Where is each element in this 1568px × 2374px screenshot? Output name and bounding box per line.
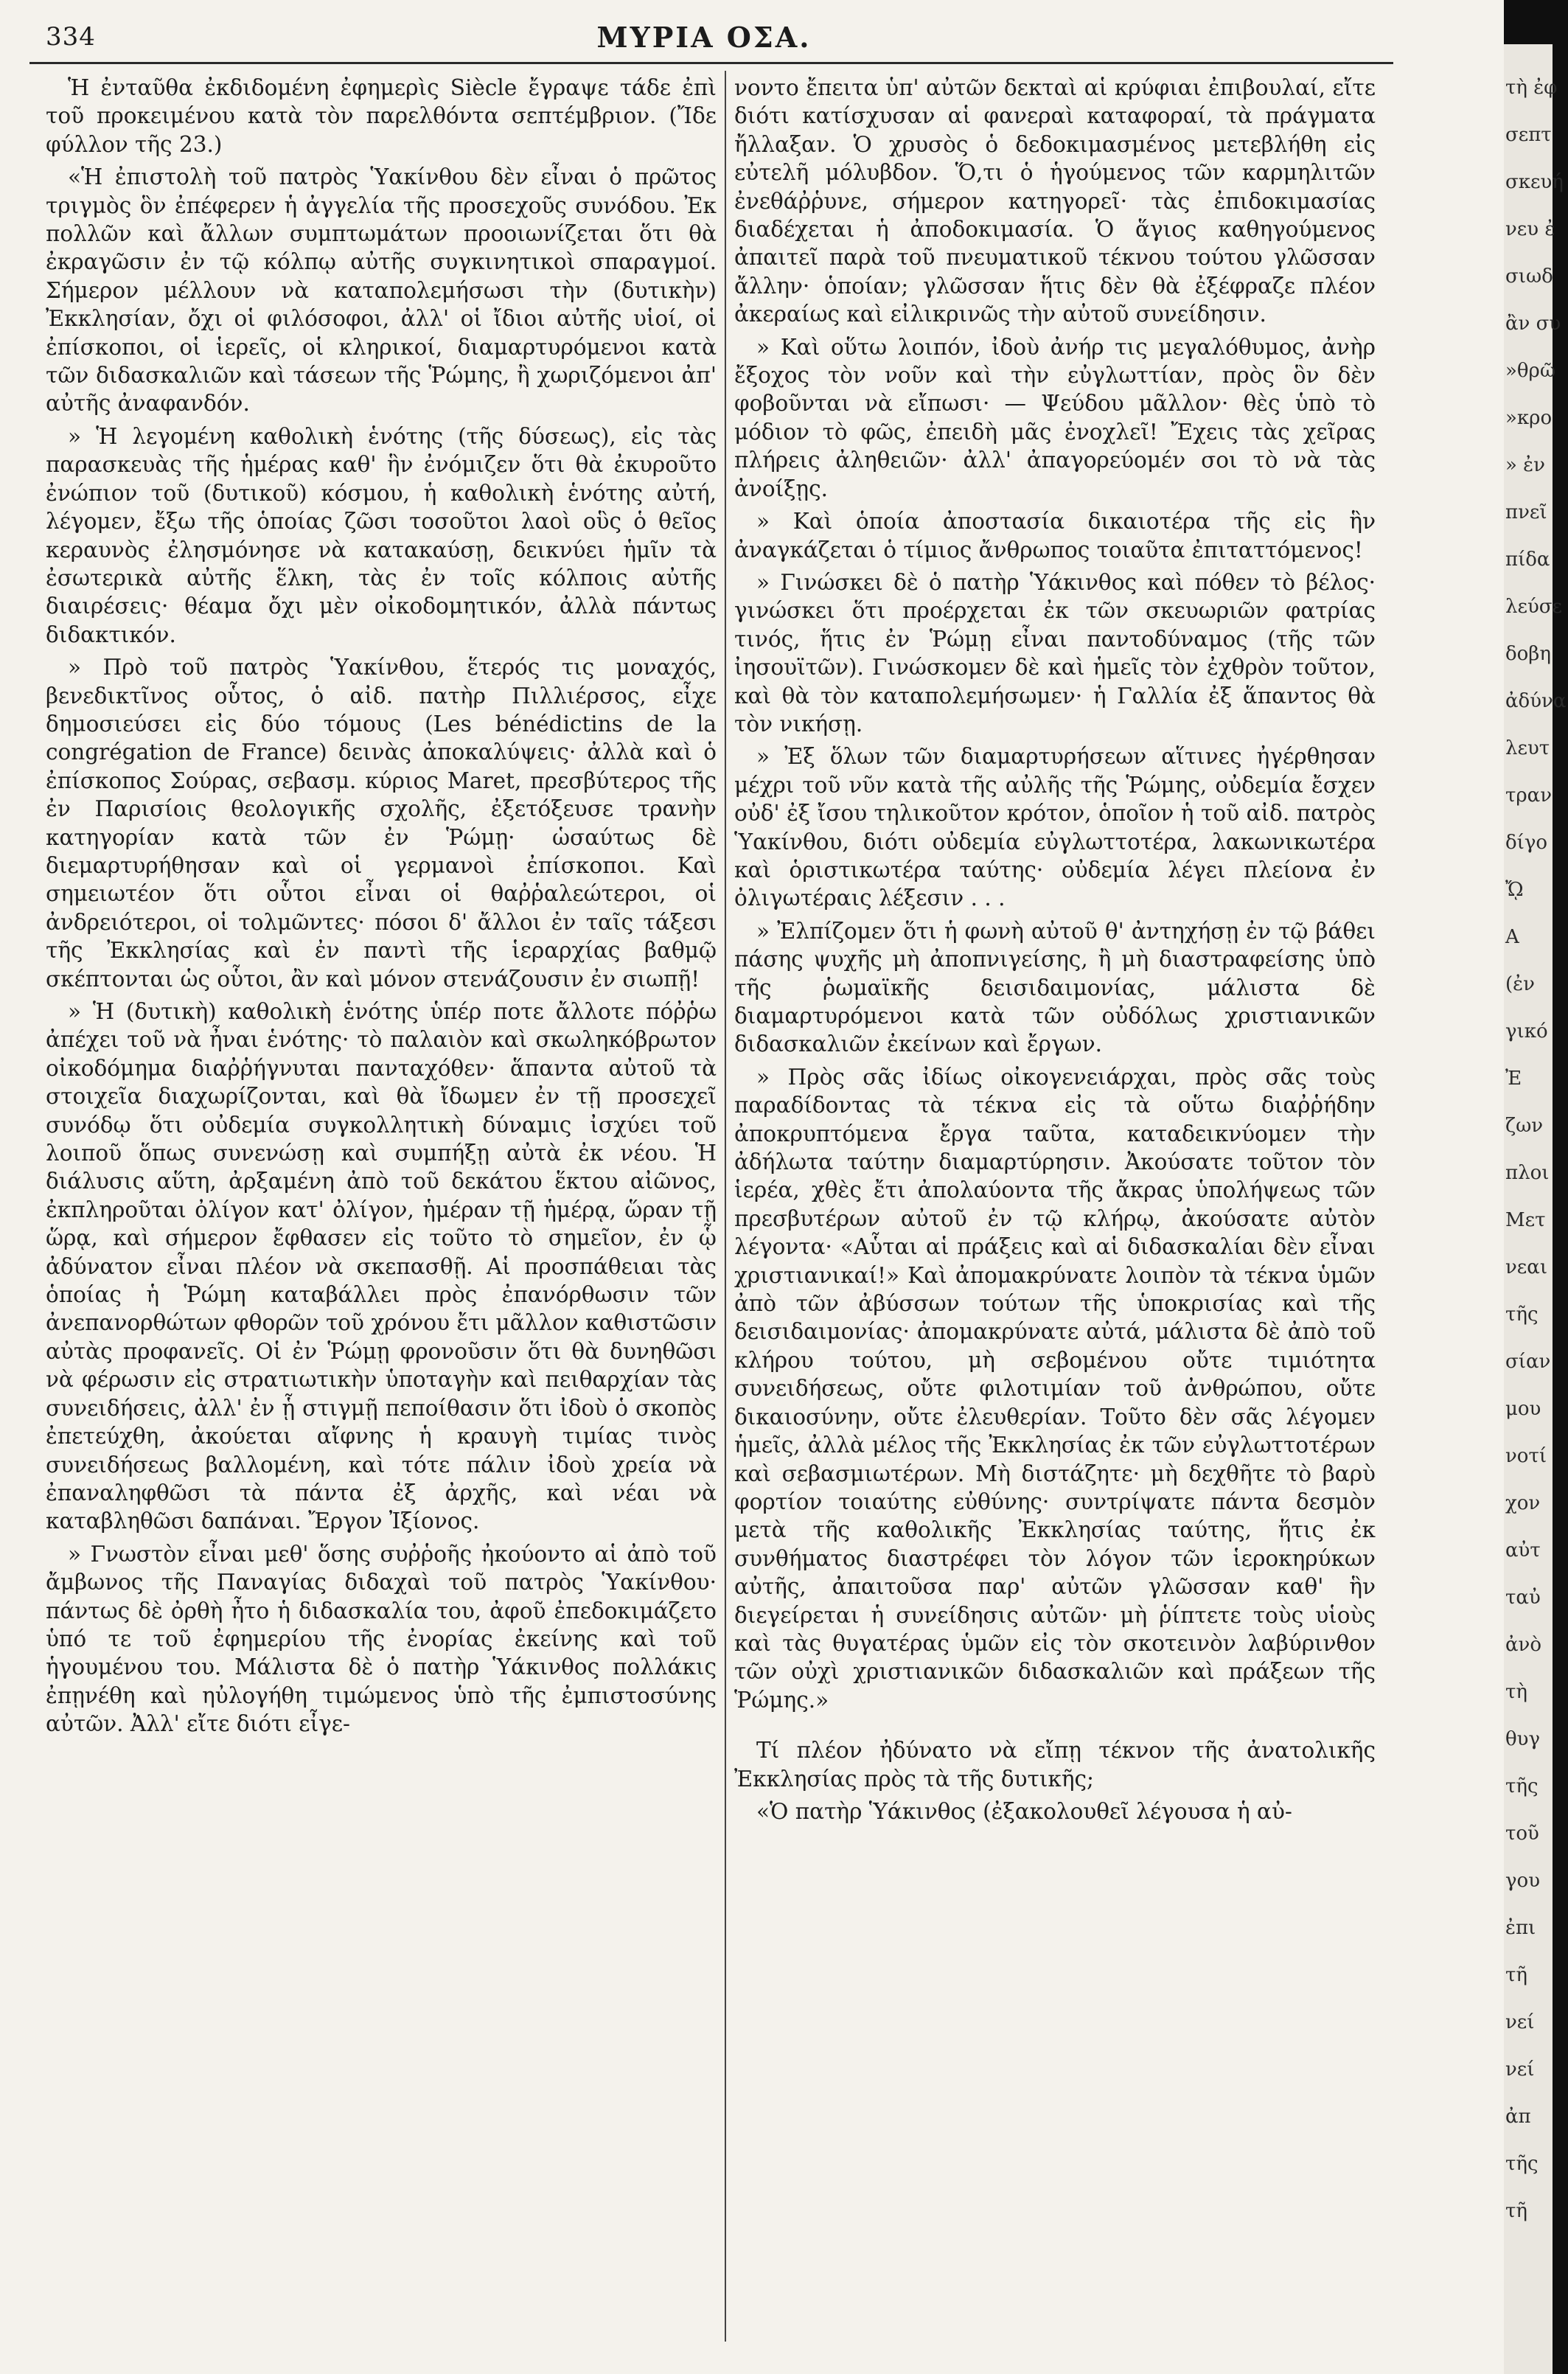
left-column [46,74,717,1743]
left-column-paragraph: » Ἡ (δυτικὴ) καθολικὴ ἑνότης ὑπέρ ποτε ἄλλοτε πόῤῥω ἀπέχει τοῦ νὰ ἦναι ἑνότης· τὸ παλαιὸν καὶ σκωληκόβρωτον οἰκοδόμημα διαῤῥήγνυται πανταχόθεν· ἅπαντα αὐτοῦ τὰ στοιχεῖα διαχωρίζονται, καὶ θὰ ἴδωμεν ἐν τῇ προσεχεῖ συνόδῳ ὅτι οὐδεμία συγκολλητικὴ δύναμις ἰσχύει τοῦ λοιποῦ ὅπως συνενώσῃ καὶ συμπήξῃ αὐτὰ ἐκ νέου. Ἡ διάλυσις αὕτη, ἀρξαμένη ἀπὸ τοῦ δεκάτου ἕκτου αἰῶνος, ἐκπληροῦται ὀλίγον κατ' ὀλίγον, ἡμέραν τῇ ἡμέρᾳ, ὥραν τῇ ὥρᾳ, καὶ σήμερον ἔφθασεν εἰς τοῦτο τὸ σημεῖον, ἐν ᾧ ἀδύνατον εἶναι πλέον νὰ σκεπασθῇ. Αἱ προσπάθειαι τὰς ὁποίας ἡ Ῥώμη καταβάλλει πρὸς ἐπανόρθωσιν τῶν ἀνεπανορθώτων φθορῶν τοῦ χρόνου ἔτι μᾶλλον καθιστῶσιν αὐτὰς προφανεῖς. Οἱ ἐν Ῥώμῃ φρονοῦσιν ὅτι θὰ δυνηθῶσι νὰ φέρωσιν εἰς στρατιωτικὴν ὑποταγὴν καὶ πειθαρχίαν τὰς συνειδήσεις, ἀλλ' ἐν ᾗ στιγμῇ πεποίθασιν ὅτι ἰδοὺ ὁ σκοπὸς ἐπετεύχθη, ἀκούεται αἴφνης ἡ κραυγὴ τιμίας τινὸς συνειδήσεως βαλλομένη, καὶ τότε πάλιν ἰδοὺ χρεία νὰ ἐπαναληφθῶσι τὰ πάντα ἐξ ἀρχῆς, καὶ νέαι νὰ καταβληθῶσι δαπάναι. Ἔργον Ἰξίονος. [46,999,717,1534]
right-column [734,74,1376,1830]
edge-text-fragment: τῆ [1505,2200,1527,2222]
edge-text-fragment: τῆς [1505,2153,1539,2175]
edge-text-fragment: τῆς [1505,1303,1539,1326]
edge-text-fragment: σεπτ [1505,124,1552,146]
edge-text-fragment: λευτ [1505,737,1550,759]
edge-text-fragment: ἀδύνα [1505,690,1567,712]
edge-text-fragment: πίδα [1505,549,1550,571]
adjacent-page-edge [1504,0,1568,2374]
edge-text-fragment: αὐτ [1505,1539,1541,1562]
right-column-paragraph: «Ὁ πατὴρ Ὑάκινθος (ἐξακολουθεῖ λέγουσα ἡ αὐ- [756,1798,1292,1824]
edge-text-fragment: γικό [1505,1020,1548,1042]
right-column-paragraph: » Καὶ οὕτω λοιπόν, ἰδοὺ ἀνήρ τις μεγαλόθυμος, ἀνὴρ ἔξοχος τὸν νοῦν καὶ τὴν εὐγλωττίαν, πρὸς ὃν δὲν φοβοῦνται νὰ εἴπωσι· — Ψεύδου μᾶλλον· θὲς ὑπὸ τὸ μόδιον τὸ φῶς, ἐπειδὴ μᾶς ἐνοχλεῖ! Ἔχεις τὰς χεῖρας πλήρεις ἀληθειῶν· ἀλλ' ἀπαγορεύομέν σοι τὸ νὰ τὰς ἀνοίξῃς. [734,334,1376,501]
edge-text-fragment: μου [1505,1398,1541,1420]
edge-text-fragment: νευ ἐ [1505,218,1555,240]
edge-text-fragment: »θρῶ [1505,360,1556,382]
edge-text-fragment: σιωδ [1505,265,1553,288]
left-column-paragraph: Ἡ ἐνταῦθα ἐκδιδομένη ἐφημερὶς Siècle ἔγραψε τάδε ἐπὶ τοῦ προκειμένου κατὰ τὸν παρελθόντα σεπτέμβριον. (Ἴδε φύλλον τῆς 23.) [46,75,717,157]
edge-text-fragment: τὴ [1505,1681,1527,1703]
edge-text-fragment: ᾬ [1505,879,1524,901]
edge-text-fragment: ἀνὸ [1505,1634,1542,1656]
edge-text-fragment: »κρο [1505,407,1553,429]
edge-text-fragment: νεί [1505,2011,1535,2033]
page-header [29,18,1379,62]
edge-text-fragment: τὴ ἐφ [1505,77,1558,99]
right-column-paragraph: » Ἐλπίζομεν ὅτι ἡ φωνὴ αὐτοῦ θ' ἀντηχήσῃ ἐν τῷ βάθει πάσης ψυχῆς μὴ ἀποπνιγείσης, ἢ μὴ διαστραφείσης ὑπὸ τῆς ῥωμαϊκῆς δεισιδαιμονίας, μάλιστα δὲ διαμαρτυρόμενοι κατὰ τῶν οὐδόλως χριστιανικῶν διδασκαλιῶν ἐκείνων καὶ ἔργων. [734,918,1376,1057]
edge-text-fragment: δίγο [1505,832,1548,854]
edge-text-fragment: χον [1505,1492,1541,1514]
right-column-paragraph: νοντο ἔπειτα ὑπ' αὐτῶν δεκταὶ αἱ κρύφιαι ἐπιβουλαί, εἴτε διότι κατίσχυσαν αἱ φανεραὶ καταφοραί, τὰ πράγματα ἤλλαξαν. Ὁ χρυσὸς ὁ δεδοκιμασμένος μετεβλήθη εἰς εὐτελῆ μόλυβδον. Ὅ,τι ὁ ἡγούμενος τῶν καρμηλιτῶν ἐνεθάῤῥυνε, σήμερον κατηγορεῖ· τὰς ἐπιδοκιμασίας διαδέχεται ἡ ἀποδοκιμασία. Ὁ ἅγιος καθηγούμενος ἀπαιτεῖ παρὰ τοῦ πνευματικοῦ τέκνου τούτου γλῶσσαν ἄλλην· ὁποίαν; γλῶσσαν ἥτις δὲν θὰ ἐξέφραζε πλέον ἀκεραίως καὶ εἰλικρινῶς τὴν αὐτοῦ συνείδησιν. [734,75,1376,327]
adjacent-page-fragment [1504,44,1567,2374]
edge-text-fragment: πλοι [1505,1162,1550,1184]
left-column-paragraph: » Πρὸ τοῦ πατρὸς Ὑακίνθου, ἕτερός τις μοναχός, βενεδικτῖνος οὗτος, ὁ αἰδ. πατὴρ Πιλλιέρσος, εἶχε δημοσιεύσει εἰς δύο τόμους (Les bénédictins de la congrégation de France) δεινὰς ἀποκαλύψεις· ἀλλὰ καὶ ὁ ἐπίσκοπος Σούρας, σεβασμ. κύριος Maret, πρεσβύτερος τῆς ἐν Παρισίοις θεολογικῆς σχολῆς, ἐξετόξευσε τρανὴν κατηγορίαν κατὰ τῶν ἐν Ῥώμῃ· ὡσαύτως δὲ διεμαρτυρήθησαν καὶ οἱ γερμανοὶ ἐπίσκοποι. Καὶ σημειωτέον ὅτι οὗτοι εἶναι οἱ θαῤῥαλεώτεροι, οἱ ἀνδρειότεροι, οἱ τολμῶντες· πόσοι δ' ἄλλοι ἐν ταῖς τάξεσι τῆς Ἐκκλησίας καὶ ἐν παντὶ τῆς ἱεραρχίας βαθμῷ σκέπτονται ὡς οὗτοι, ἂν καὶ μόνον στενάζουσιν ἐν σιωπῇ! [46,655,717,992]
edge-text-fragment: λεύσε [1505,596,1562,618]
running-title: ΜΥΡΙΑ ΟΣΑ. [596,21,812,54]
edge-text-fragment: Α [1505,926,1519,948]
edge-text-fragment: νεί [1505,2058,1535,2081]
edge-text-fragment: σίαν [1505,1351,1551,1373]
edge-text-fragment: ἂν συ [1505,313,1561,335]
edge-text-fragment: γου [1505,1870,1540,1892]
left-column-paragraph: «Ἡ ἐπιστολὴ τοῦ πατρὸς Ὑακίνθου δὲν εἶναι ὁ πρῶτος τριγμὸς ὃν ἐπέφερεν ἡ ἀγγελία τῆς προσεχοῦς συνόδου. Ἐκ πολλῶν καὶ ἄλλων συμπτωμάτων προοιωνίζεται ὅτι θὰ ἐκραγῶσιν ἐν τῷ κόλπῳ αὐτῆς συγκινητικοὶ σπαραγμοί. Σήμερον μέλλουν νὰ καταπολεμήσωσι τὴν (δυτικὴν) Ἐκκλησίαν, ὄχι οἱ φιλόσοφοι, ἀλλ' οἱ ἴδιοι αὐτῆς υἱοί, οἱ ἐπίσκοποι, οἱ ἱερεῖς, οἱ κληρικοί, διαμαρτυρόμενοι κατὰ τῶν διδασκαλιῶν καὶ τάσεων τῆς Ῥώμης, ἢ χωριζόμενοι ἀπ' αὐτῆς ἀναφανδόν. [46,164,717,417]
edge-text-fragment: νοτί [1505,1445,1547,1467]
edge-text-fragment: ταὐ [1505,1587,1541,1609]
edge-text-fragment: ἐπι [1505,1917,1536,1939]
edge-text-fragment: Μετ [1505,1209,1546,1231]
edge-text-fragment: δοβη [1505,643,1551,665]
edge-text-fragment: νεαι [1505,1256,1548,1278]
header-rule [29,62,1393,64]
right-column-paragraph: » Πρὸς σᾶς ἰδίως οἰκογενειάρχαι, πρὸς σᾶς τοὺς παραδίδοντας τὰ τέκνα εἰς τὰ οὕτω διαῤῥήδην ἀποκρυπτόμενα ἔργα ταῦτα, καταδεικνύομεν τὴν ἀδήλωτα ταύτην διαμαρτύρησιν. Ἀκούσατε τοῦτον τὸν ἱερέα, χθὲς ἔτι ἀπολαύοντα τῆς ἄκρας ὑπολήψεως τῶν πρεσβυτέρων αὐτοῦ ἐν τῷ κλήρῳ, ἀκούσατε αὐτὸν λέγοντα· «Αὗται αἱ πράξεις καὶ αἱ διδασκαλίαι δὲν εἶναι χριστιανικαί!» Καὶ ἀπομακρύνατε λοιπὸν τὰ τέκνα ὑμῶν ἀπὸ τῶν ἀβύσσων τούτων τῆς ὑποκρισίας καὶ τῆς δεισιδαιμονίας· ἀπομακρύνατε αὐτά, μάλιστα δὲ ἀπὸ τοῦ κλήρου τούτου, μὴ σεβομένου οὔτε τιμιότητα συνειδήσεως, οὔτε φιλοτιμίαν τοῦ ἀνθρώπου, οὔτε δικαιοσύνην, οὔτε ἐλευθερίαν. Τοῦτο δὲν σᾶς λέγομεν ἡμεῖς, ἀλλὰ μέλος τῆς Ἐκκλησίας ἐκ τῶν εὐγλωττοτέρων καὶ σεβασμιωτέρων. Μὴ διστάζητε· μὴ δεχθῆτε τὸ βαρὺ φορτίον τοιαύτης εὐθύνης· συντρίψατε πάντα δεσμὸν μετὰ τῆς καθολικῆς Ἐκκλησίας ταύτης, ἥτις ἐκ συνθήματος διαστρέφει τὸν λόγον τῶν ἱεροκηρύκων αὐτῆς, ἀπαιτοῦσα παρ' αὐτῶν γλῶσσαν καθ' ἣν διεγείρεται ἡ συνείδησις αὐτῶν· μὴ ῥίπτετε τοὺς υἱοὺς καὶ τὰς θυγατέρας ὑμῶν εἰς τὸν σκοτεινὸν λαβύρινθον τῶν οὐχὶ χριστιανικῶν διδασκαλιῶν καὶ πράξεων τῆς Ῥώμης.» [734,1064,1376,1713]
page-number: 334 [46,22,96,52]
left-column-paragraph: » Ἡ λεγομένη καθολικὴ ἑνότης (τῆς δύσεως), εἰς τὰς παρασκευὰς τῆς ἡμέρας καθ' ἣν ἐνόμιζεν ὅτι θὰ ἐκυροῦτο ἐνώπιον τοῦ (δυτικοῦ) κόσμου, ἡ καθολικὴ ἑνότης αὐτή, λέγομεν, ἔξω τῆς ὁποίας ζῶσι τοσοῦτοι λαοὶ οὓς ὁ θεῖος κεραυνὸς ἐλησμόνησε νὰ κατακαύσῃ, δεικνύει ἡμῖν τὰ ἐσωτερικὰ αὐτῆς ἕλκη, τὰς ἐν τοῖς κόλποις αὐτῆς διαιρέσεις· θέαμα ὄχι μὲν οἰκοδομητικόν, ἀλλὰ πάντως διδακτικόν. [46,423,717,647]
right-column-paragraph: » Ἐξ ὅλων τῶν διαμαρτυρήσεων αἵτινες ἠγέρθησαν μέχρι τοῦ νῦν κατὰ τῆς αὐλῆς τῆς Ῥώμης, οὐδεμία ἔσχεν οὐδ' ἐξ ἴσου τηλικοῦτον κρότον, ὁποῖον ἡ τοῦ αἰδ. πατρὸς Ὑακίνθου, διότι οὐδεμία εὐγλωττοτέρα, λακωνικωτέρα καὶ ὁριστικωτέρα ταύτης· οὐδεμία λέγει πλείονα ἐν ὀλιγωτέραις λέξεσιν . . . [734,744,1376,911]
right-column-paragraph: » Γινώσκει δὲ ὁ πατὴρ Ὑάκινθος καὶ πόθεν τὸ βέλος· γινώσκει ὅτι προέρχεται ἐκ τῶν σκευωριῶν φατρίας τινός, ἥτις ἐν Ῥώμῃ εἶναι παντοδύναμος (τῆς τῶν ἰησουϊτῶν). Γινώσκομεν δὲ καὶ ἡμεῖς τὸν ἐχθρὸν τοῦτον, καὶ θὰ τὸν καταπολεμήσωμεν· ἡ Γαλλία ἐξ ἅπαντος θὰ τὸν νικήσῃ. [734,569,1376,737]
right-column-paragraph: Τί πλέον ἠδύνατο νὰ εἴπῃ τέκνον τῆς ἀνατολικῆς Ἐκκλησίας πρὸς τὰ τῆς δυτικῆς; [734,1738,1376,1792]
edge-text-fragment: Ἐ [1505,1068,1522,1090]
edge-text-fragment: (ἐν [1505,973,1535,995]
edge-text-fragment: τῆς [1505,1775,1539,1797]
left-column-paragraph: » Γνωστὸν εἶναι μεθ' ὅσης συῤῥοῆς ἠκούοντο αἱ ἀπὸ τοῦ ἄμβωνος τῆς Παναγίας διδαχαὶ τοῦ πατρὸς Ὑακίνθου· πάντως δὲ ὀρθὴ ἦτο ἡ διδασκαλία του, ἀφοῦ ἐπεδοκιμάζετο ὑπό τε τοῦ ἐφημερίου τῆς ἐνορίας ἐκείνης καὶ τοῦ ἡγουμένου του. Μάλιστα δὲ ὁ πατὴρ Ὑάκινθος πολλάκις ἐπῃνέθη καὶ ηὐλογήθη τιμώμενος ὑπὸ τῆς ἐμπιστοσύνης αὐτῶν. Ἀλλ' εἴτε διότι εἶγε- [46,1541,717,1737]
edge-text-fragment: ἀπ [1505,2106,1531,2128]
edge-text-fragment: τοῦ [1505,1823,1539,1845]
edge-text-fragment: πνεῖ [1505,501,1547,523]
edge-text-fragment: σκευή [1505,171,1564,193]
edge-text-fragment: τραν [1505,784,1553,807]
column-divider [725,71,726,2342]
right-column-paragraph: » Καὶ ὁποία ἀποστασία δικαιοτέρα τῆς εἰς ἣν ἀναγκάζεται ὁ τίμιος ἄνθρωπος τοιαῦτα ἐπιταττόμενος! [734,509,1376,563]
edge-text-fragment: » ἐν [1505,454,1545,476]
edge-text-fragment: θυγ [1505,1728,1540,1750]
edge-text-fragment: τῆ [1505,1964,1527,1986]
edge-text-fragment: ζων [1505,1115,1544,1137]
